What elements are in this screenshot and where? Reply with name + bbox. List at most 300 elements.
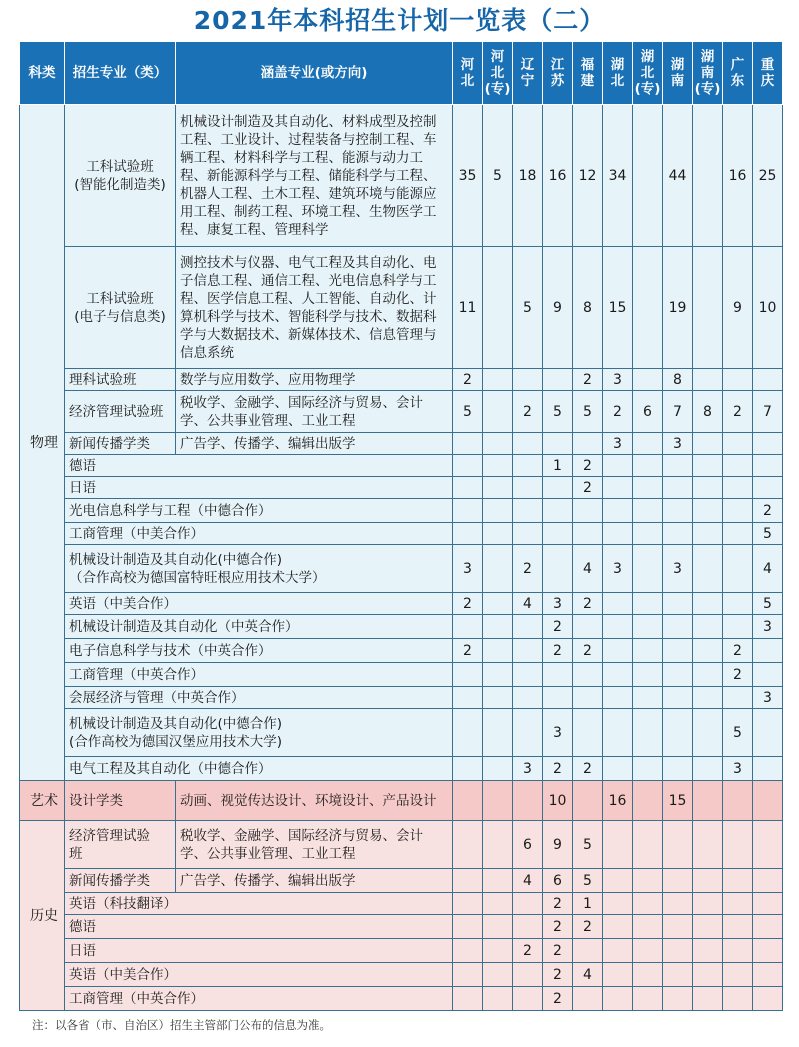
table-row bbox=[20, 687, 783, 709]
quota-cell: 10 bbox=[543, 781, 573, 821]
quota-cell: 2 bbox=[573, 369, 603, 391]
table-row bbox=[20, 915, 783, 939]
quota-cell bbox=[633, 963, 663, 987]
quota-cell bbox=[753, 757, 783, 781]
quota-cell bbox=[633, 433, 663, 455]
table-row bbox=[20, 987, 783, 1011]
major-cell: 经济管理试验班 bbox=[65, 391, 176, 433]
quota-cell: 3 bbox=[663, 545, 693, 593]
quota-cell bbox=[483, 709, 513, 757]
quota-cell bbox=[753, 709, 783, 757]
quota-cell bbox=[483, 687, 513, 709]
quota-cell: 7 bbox=[663, 391, 693, 433]
quota-cell bbox=[663, 663, 693, 687]
quota-cell bbox=[573, 499, 603, 523]
quota-cell bbox=[513, 499, 543, 523]
table-row bbox=[20, 639, 783, 663]
quota-cell bbox=[693, 939, 723, 963]
quota-cell: 2 bbox=[573, 593, 603, 615]
major-cell: 德语 bbox=[65, 915, 453, 939]
table-row bbox=[20, 593, 783, 615]
quota-cell bbox=[483, 369, 513, 391]
quota-cell: 2 bbox=[543, 615, 573, 639]
quota-cell bbox=[663, 499, 693, 523]
major-cell: 电子信息科学与技术（中英合作） bbox=[65, 639, 453, 663]
coverage-cell: 税收学、金融学、国际经济与贸易、会计学、公共事业管理、工业工程 bbox=[176, 391, 453, 433]
major-cell: 日语 bbox=[65, 477, 453, 499]
quota-cell: 5 bbox=[753, 593, 783, 615]
quota-cell: 3 bbox=[753, 615, 783, 639]
quota-cell bbox=[453, 455, 483, 477]
quota-cell bbox=[483, 523, 513, 545]
quota-cell bbox=[753, 369, 783, 391]
header-row bbox=[20, 42, 783, 105]
quota-cell: 3 bbox=[603, 433, 633, 455]
quota-cell bbox=[723, 821, 753, 869]
quota-cell bbox=[633, 615, 663, 639]
quota-cell bbox=[513, 893, 543, 915]
quota-cell bbox=[663, 477, 693, 499]
quota-cell bbox=[543, 663, 573, 687]
quota-cell bbox=[453, 687, 483, 709]
major-cell: 机械设计制造及其自动化（中英合作） bbox=[65, 615, 453, 639]
header-province: 湖 北 (专) bbox=[633, 42, 663, 105]
quota-cell bbox=[573, 987, 603, 1011]
quota-cell bbox=[483, 545, 513, 593]
subject-cell: 艺术 bbox=[20, 781, 65, 821]
quota-cell bbox=[693, 709, 723, 757]
coverage-cell: 动画、视觉传达设计、环境设计、产品设计 bbox=[176, 781, 453, 821]
quota-cell bbox=[633, 781, 663, 821]
quota-cell: 15 bbox=[663, 781, 693, 821]
major-cell: 英语（中美合作） bbox=[65, 593, 453, 615]
major-cell: 工科试验班 (电子与信息类) bbox=[65, 247, 176, 369]
quota-cell: 4 bbox=[753, 545, 783, 593]
quota-cell bbox=[633, 499, 663, 523]
quota-cell: 19 bbox=[663, 247, 693, 369]
quota-cell: 2 bbox=[573, 757, 603, 781]
quota-cell bbox=[723, 615, 753, 639]
major-cell: 经济管理试验 班 bbox=[65, 821, 176, 869]
header-major: 招生专业（类） bbox=[65, 42, 176, 105]
quota-cell bbox=[483, 391, 513, 433]
quota-cell bbox=[453, 963, 483, 987]
quota-cell bbox=[573, 663, 603, 687]
header-province: 湖 南 (专) bbox=[693, 42, 723, 105]
table-row bbox=[20, 477, 783, 499]
quota-cell bbox=[513, 687, 543, 709]
quota-cell: 7 bbox=[753, 391, 783, 433]
quota-cell bbox=[693, 593, 723, 615]
quota-cell: 2 bbox=[543, 939, 573, 963]
quota-cell bbox=[693, 433, 723, 455]
header-province: 湖 南 bbox=[663, 42, 693, 105]
quota-cell: 4 bbox=[573, 545, 603, 593]
quota-cell bbox=[483, 939, 513, 963]
quota-cell bbox=[633, 821, 663, 869]
quota-cell: 2 bbox=[723, 391, 753, 433]
quota-cell bbox=[543, 433, 573, 455]
quota-cell bbox=[453, 915, 483, 939]
quota-cell bbox=[573, 687, 603, 709]
quota-cell: 8 bbox=[693, 391, 723, 433]
quota-cell bbox=[753, 663, 783, 687]
quota-cell: 11 bbox=[453, 247, 483, 369]
table-row bbox=[20, 433, 783, 455]
quota-cell bbox=[483, 639, 513, 663]
quota-cell bbox=[513, 639, 543, 663]
quota-cell: 5 bbox=[453, 391, 483, 433]
quota-cell bbox=[633, 455, 663, 477]
quota-cell bbox=[633, 523, 663, 545]
quota-cell: 2 bbox=[543, 987, 573, 1011]
quota-cell bbox=[483, 663, 513, 687]
quota-cell bbox=[543, 523, 573, 545]
quota-cell: 5 bbox=[573, 391, 603, 433]
quota-cell: 35 bbox=[453, 105, 483, 247]
quota-cell: 5 bbox=[753, 523, 783, 545]
table-row bbox=[20, 105, 783, 247]
quota-cell bbox=[753, 639, 783, 663]
quota-cell bbox=[693, 499, 723, 523]
coverage-cell: 税收学、金融学、国际经济与贸易、会计学、公共事业管理、工业工程 bbox=[176, 821, 453, 869]
quota-cell: 6 bbox=[513, 821, 543, 869]
quota-cell bbox=[693, 821, 723, 869]
quota-cell: 18 bbox=[513, 105, 543, 247]
major-cell: 新闻传播学类 bbox=[65, 433, 176, 455]
quota-cell bbox=[603, 455, 633, 477]
quota-cell: 9 bbox=[543, 821, 573, 869]
quota-cell: 2 bbox=[543, 639, 573, 663]
quota-cell: 4 bbox=[513, 869, 543, 893]
quota-cell bbox=[693, 869, 723, 893]
quota-cell bbox=[633, 757, 663, 781]
quota-cell bbox=[753, 893, 783, 915]
quota-cell bbox=[633, 939, 663, 963]
quota-cell bbox=[753, 781, 783, 821]
quota-cell bbox=[483, 477, 513, 499]
quota-cell bbox=[663, 939, 693, 963]
quota-cell bbox=[543, 369, 573, 391]
quota-cell: 6 bbox=[633, 391, 663, 433]
quota-cell bbox=[603, 709, 633, 757]
major-cell: 机械设计制造及其自动化(中德合作) （合作高校为德国富特旺根应用技术大学） bbox=[65, 545, 453, 593]
quota-cell bbox=[663, 455, 693, 477]
quota-cell bbox=[693, 987, 723, 1011]
major-cell: 工商管理（中英合作） bbox=[65, 663, 453, 687]
quota-cell bbox=[573, 709, 603, 757]
quota-cell: 5 bbox=[513, 247, 543, 369]
quota-cell: 3 bbox=[543, 593, 573, 615]
quota-cell bbox=[513, 781, 543, 821]
quota-cell: 1 bbox=[543, 455, 573, 477]
quota-cell: 5 bbox=[723, 709, 753, 757]
quota-cell bbox=[633, 709, 663, 757]
quota-cell bbox=[663, 615, 693, 639]
quota-cell bbox=[663, 757, 693, 781]
quota-cell bbox=[723, 915, 753, 939]
quota-cell bbox=[483, 433, 513, 455]
quota-cell bbox=[633, 663, 663, 687]
major-cell: 机械设计制造及其自动化(中德合作) (合作高校为德国汉堡应用技术大学) bbox=[65, 709, 453, 757]
table-row bbox=[20, 939, 783, 963]
quota-cell: 4 bbox=[513, 593, 543, 615]
quota-cell bbox=[603, 663, 633, 687]
quota-cell: 3 bbox=[543, 709, 573, 757]
quota-cell bbox=[723, 499, 753, 523]
quota-cell bbox=[603, 869, 633, 893]
quota-cell: 2 bbox=[513, 391, 543, 433]
quota-cell: 3 bbox=[513, 757, 543, 781]
major-cell: 英语（科技翻译） bbox=[65, 893, 453, 915]
quota-cell bbox=[603, 499, 633, 523]
quota-cell: 2 bbox=[573, 915, 603, 939]
header-province: 福 建 bbox=[573, 42, 603, 105]
quota-cell bbox=[663, 687, 693, 709]
quota-cell: 2 bbox=[543, 757, 573, 781]
major-cell: 新闻传播学类 bbox=[65, 869, 176, 893]
quota-cell bbox=[573, 781, 603, 821]
quota-cell bbox=[453, 523, 483, 545]
footnote: 注：以各省（市、自治区）招生主管部门公布的信息为准。 bbox=[32, 1018, 331, 1032]
quota-cell bbox=[633, 369, 663, 391]
coverage-cell: 数学与应用数学、应用物理学 bbox=[176, 369, 453, 391]
quota-cell: 15 bbox=[603, 247, 633, 369]
header-province: 河 北 (专) bbox=[483, 42, 513, 105]
major-cell: 德语 bbox=[65, 455, 453, 477]
table-row bbox=[20, 869, 783, 893]
quota-cell bbox=[693, 247, 723, 369]
enrollment-plan-table bbox=[19, 41, 783, 1011]
quota-cell: 16 bbox=[723, 105, 753, 247]
quota-cell bbox=[663, 593, 693, 615]
quota-cell bbox=[693, 105, 723, 247]
quota-cell bbox=[543, 499, 573, 523]
table-row bbox=[20, 663, 783, 687]
table-row bbox=[20, 499, 783, 523]
quota-cell bbox=[603, 523, 633, 545]
table-row bbox=[20, 963, 783, 987]
quota-cell bbox=[633, 687, 663, 709]
quota-cell bbox=[663, 893, 693, 915]
coverage-cell: 机械设计制造及其自动化、材料成型及控制工程、工业设计、过程装备与控制工程、车辆工程、材料科学与工程、能源与动力工程、新能源科学与工程、储能科学与工程、机器人工程、土木工程、建筑环境与能源应用工程、制药工程、环境工程、生物医学工程、康复工程、管理科学 bbox=[176, 105, 453, 247]
quota-cell bbox=[453, 477, 483, 499]
quota-cell bbox=[483, 247, 513, 369]
quota-cell bbox=[663, 963, 693, 987]
quota-cell: 5 bbox=[573, 869, 603, 893]
quota-cell bbox=[543, 545, 573, 593]
major-cell: 会展经济与管理（中英合作） bbox=[65, 687, 453, 709]
quota-cell bbox=[603, 915, 633, 939]
coverage-cell: 测控技术与仪器、电气工程及其自动化、电子信息工程、通信工程、光电信息科学与工程、医学信息工程、人工智能、自动化、计算机科学与技术、智能科学与技术、数据科学与大数据技术、新媒体技术、信息管理与信息系统 bbox=[176, 247, 453, 369]
quota-cell bbox=[603, 963, 633, 987]
quota-cell: 3 bbox=[603, 369, 633, 391]
table-row bbox=[20, 821, 783, 869]
quota-cell bbox=[633, 593, 663, 615]
header-province: 河 北 bbox=[453, 42, 483, 105]
quota-cell bbox=[603, 639, 633, 663]
quota-cell bbox=[453, 869, 483, 893]
quota-cell bbox=[723, 455, 753, 477]
quota-cell: 2 bbox=[573, 477, 603, 499]
quota-cell bbox=[633, 893, 663, 915]
quota-cell bbox=[603, 593, 633, 615]
quota-cell bbox=[693, 477, 723, 499]
coverage-cell: 广告学、传播学、编辑出版学 bbox=[176, 433, 453, 455]
quota-cell bbox=[723, 963, 753, 987]
quota-cell bbox=[603, 893, 633, 915]
quota-cell: 2 bbox=[723, 663, 753, 687]
quota-cell: 25 bbox=[753, 105, 783, 247]
quota-cell bbox=[753, 939, 783, 963]
quota-cell bbox=[453, 987, 483, 1011]
quota-cell bbox=[663, 869, 693, 893]
header-coverage: 涵盖专业(或方向) bbox=[176, 42, 453, 105]
quota-cell: 5 bbox=[543, 391, 573, 433]
quota-cell bbox=[483, 593, 513, 615]
quota-cell bbox=[693, 455, 723, 477]
quota-cell bbox=[753, 433, 783, 455]
quota-cell bbox=[603, 687, 633, 709]
quota-cell bbox=[513, 433, 543, 455]
quota-cell: 2 bbox=[723, 639, 753, 663]
quota-cell: 5 bbox=[573, 821, 603, 869]
quota-cell bbox=[573, 939, 603, 963]
quota-cell bbox=[483, 869, 513, 893]
quota-cell bbox=[603, 939, 633, 963]
major-cell: 工科试验班 (智能化制造类) bbox=[65, 105, 176, 247]
quota-cell bbox=[633, 545, 663, 593]
header-province: 辽 宁 bbox=[513, 42, 543, 105]
quota-cell: 2 bbox=[513, 545, 543, 593]
quota-cell bbox=[723, 893, 753, 915]
quota-cell bbox=[663, 987, 693, 1011]
quota-cell: 2 bbox=[453, 639, 483, 663]
quota-cell bbox=[693, 963, 723, 987]
quota-cell: 12 bbox=[573, 105, 603, 247]
quota-cell bbox=[633, 639, 663, 663]
table-row bbox=[20, 369, 783, 391]
quota-cell bbox=[723, 781, 753, 821]
quota-cell: 16 bbox=[543, 105, 573, 247]
quota-cell bbox=[693, 781, 723, 821]
quota-cell bbox=[693, 915, 723, 939]
quota-cell bbox=[573, 523, 603, 545]
major-cell: 光电信息科学与工程（中德合作） bbox=[65, 499, 453, 523]
quota-cell bbox=[723, 593, 753, 615]
quota-cell: 9 bbox=[723, 247, 753, 369]
quota-cell bbox=[483, 987, 513, 1011]
quota-cell: 9 bbox=[543, 247, 573, 369]
quota-cell bbox=[513, 523, 543, 545]
header-province: 江 苏 bbox=[543, 42, 573, 105]
quota-cell: 1 bbox=[573, 893, 603, 915]
quota-cell bbox=[663, 523, 693, 545]
major-cell: 工商管理（中美合作） bbox=[65, 523, 453, 545]
quota-cell bbox=[483, 781, 513, 821]
quota-cell: 2 bbox=[573, 455, 603, 477]
quota-cell bbox=[693, 757, 723, 781]
quota-cell bbox=[693, 639, 723, 663]
quota-cell bbox=[453, 709, 483, 757]
major-cell: 电气工程及其自动化（中德合作） bbox=[65, 757, 453, 781]
table-row bbox=[20, 247, 783, 369]
quota-cell bbox=[603, 477, 633, 499]
quota-cell bbox=[753, 869, 783, 893]
header-province: 广 东 bbox=[723, 42, 753, 105]
quota-cell: 3 bbox=[453, 545, 483, 593]
quota-cell bbox=[693, 615, 723, 639]
major-cell: 英语（中美合作） bbox=[65, 963, 453, 987]
quota-cell bbox=[483, 615, 513, 639]
quota-cell bbox=[693, 369, 723, 391]
quota-cell bbox=[483, 821, 513, 869]
quota-cell bbox=[513, 915, 543, 939]
header-subject: 科类 bbox=[20, 42, 65, 105]
major-cell: 工商管理（中英合作） bbox=[65, 987, 453, 1011]
table-row bbox=[20, 455, 783, 477]
table-row bbox=[20, 709, 783, 757]
major-cell: 理科试验班 bbox=[65, 369, 176, 391]
major-cell: 设计学类 bbox=[65, 781, 176, 821]
quota-cell: 34 bbox=[603, 105, 633, 247]
quota-cell bbox=[693, 523, 723, 545]
quota-cell bbox=[723, 477, 753, 499]
quota-cell: 3 bbox=[663, 433, 693, 455]
quota-cell: 2 bbox=[513, 939, 543, 963]
subject-cell: 物理 bbox=[20, 105, 65, 781]
quota-cell bbox=[663, 639, 693, 663]
quota-cell: 4 bbox=[573, 963, 603, 987]
quota-cell: 8 bbox=[663, 369, 693, 391]
table-row bbox=[20, 545, 783, 593]
quota-cell bbox=[453, 821, 483, 869]
quota-cell bbox=[723, 939, 753, 963]
quota-cell: 5 bbox=[483, 105, 513, 247]
quota-cell bbox=[453, 499, 483, 523]
quota-cell: 2 bbox=[543, 963, 573, 987]
table-row bbox=[20, 615, 783, 639]
quota-cell bbox=[453, 939, 483, 963]
quota-cell bbox=[483, 893, 513, 915]
quota-cell bbox=[603, 757, 633, 781]
quota-cell: 10 bbox=[753, 247, 783, 369]
header-province: 重 庆 bbox=[753, 42, 783, 105]
quota-cell bbox=[513, 455, 543, 477]
quota-cell bbox=[723, 545, 753, 593]
quota-cell: 2 bbox=[453, 593, 483, 615]
quota-cell: 2 bbox=[543, 915, 573, 939]
table-row bbox=[20, 523, 783, 545]
coverage-cell: 广告学、传播学、编辑出版学 bbox=[176, 869, 453, 893]
quota-cell bbox=[513, 663, 543, 687]
quota-cell: 44 bbox=[663, 105, 693, 247]
quota-cell bbox=[693, 545, 723, 593]
quota-cell bbox=[483, 915, 513, 939]
quota-cell bbox=[453, 781, 483, 821]
quota-cell: 3 bbox=[723, 757, 753, 781]
quota-cell bbox=[483, 455, 513, 477]
quota-cell bbox=[753, 915, 783, 939]
quota-cell bbox=[693, 663, 723, 687]
quota-cell bbox=[753, 477, 783, 499]
quota-cell bbox=[513, 987, 543, 1011]
quota-cell bbox=[453, 663, 483, 687]
quota-cell: 3 bbox=[603, 545, 633, 593]
quota-cell: 2 bbox=[573, 639, 603, 663]
page-title: 2021年本科招生计划一览表（二） bbox=[193, 6, 606, 35]
quota-cell bbox=[723, 687, 753, 709]
